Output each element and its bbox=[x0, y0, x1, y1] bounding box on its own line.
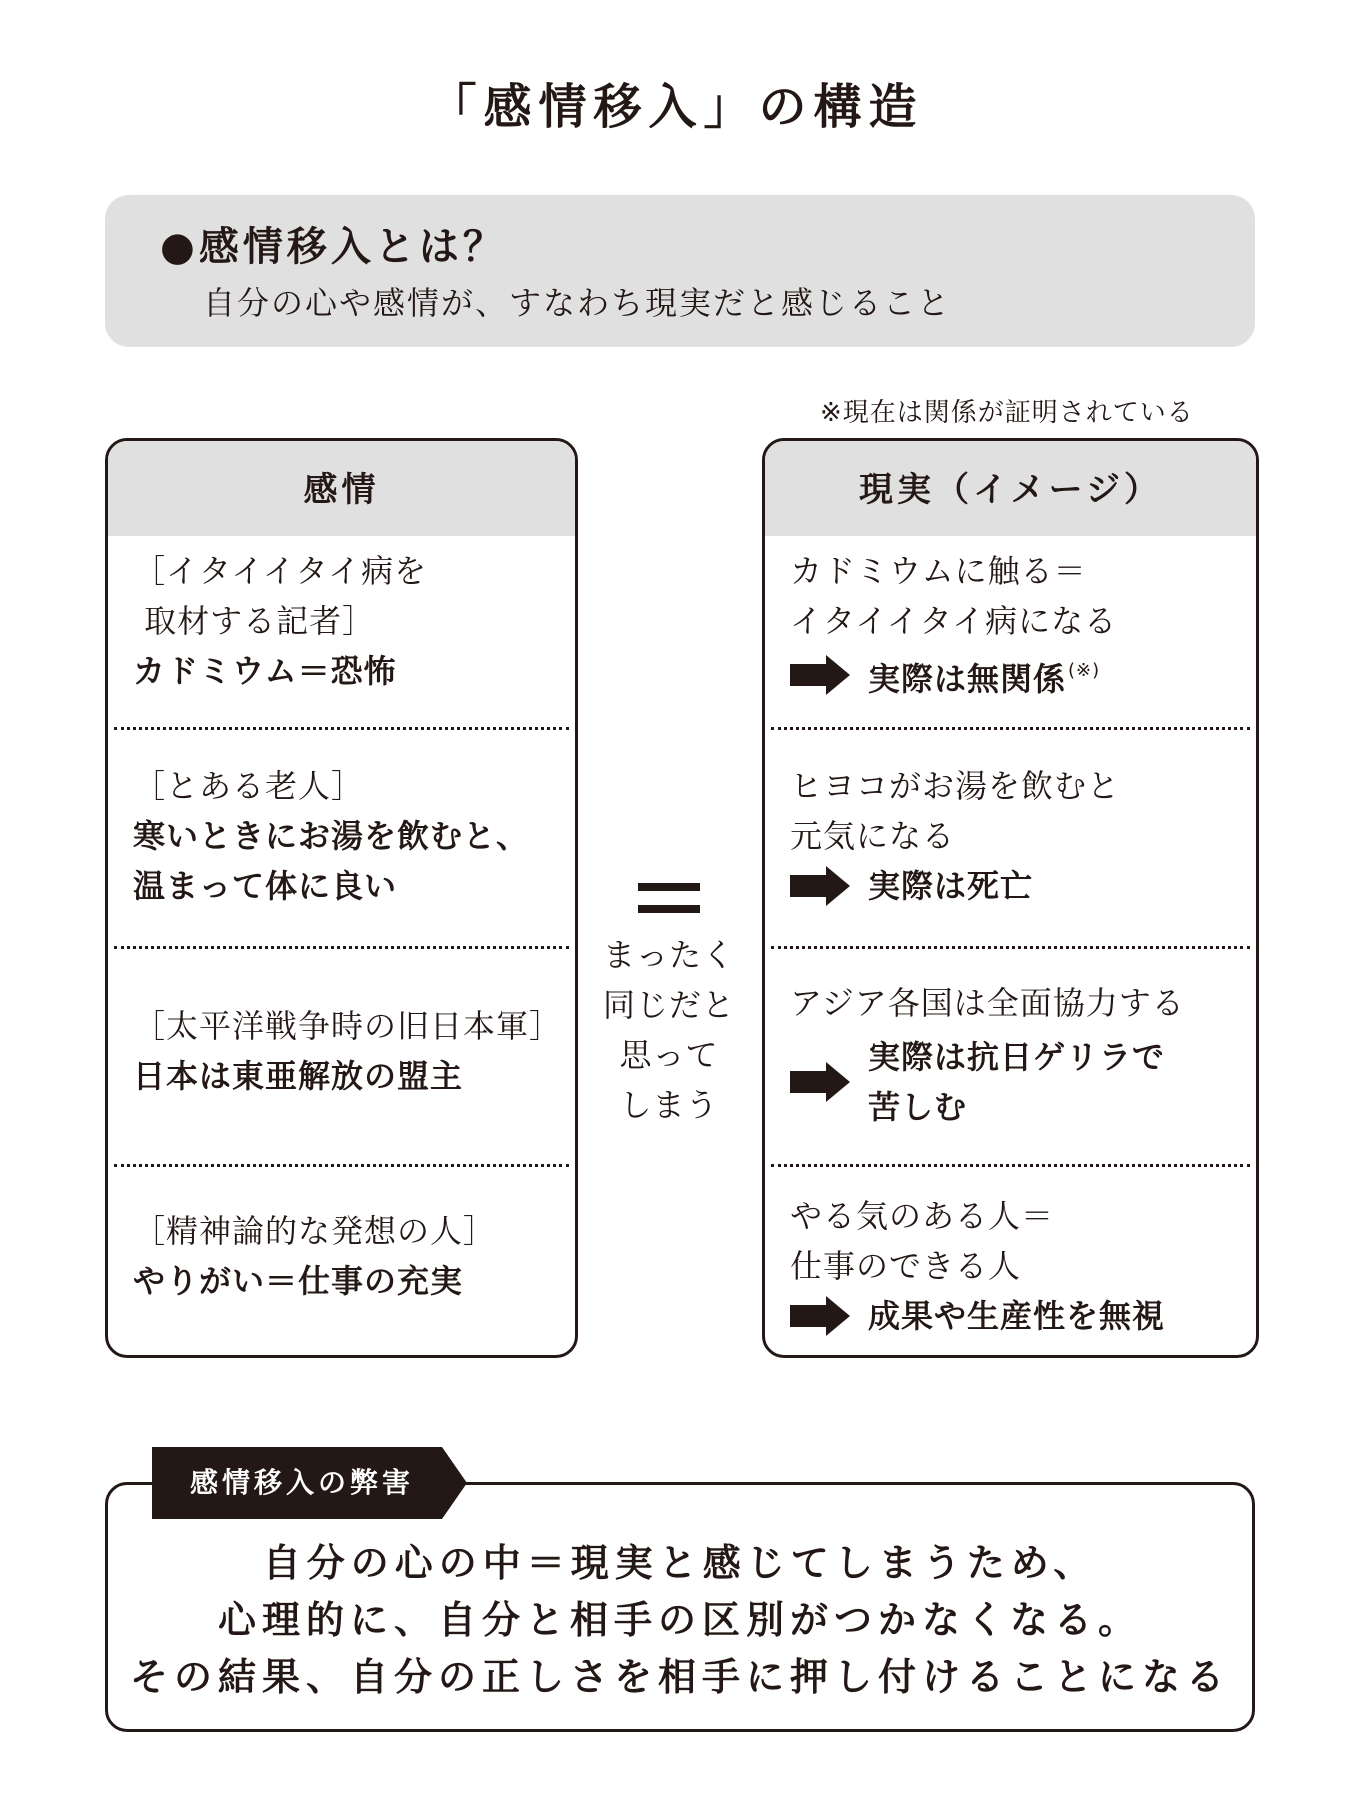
row-divider bbox=[771, 1164, 1250, 1167]
reality-cell-4-line-1: やる気のある人＝ bbox=[790, 1197, 1055, 1235]
row-divider bbox=[771, 946, 1250, 949]
emotion-cell-4 bbox=[108, 1206, 575, 1306]
middle-caption bbox=[598, 930, 740, 1130]
row-divider bbox=[114, 1164, 569, 1167]
reality-cell-3-result bbox=[790, 1032, 1256, 1132]
reality-cell-2-result-text: 実際は死亡 bbox=[868, 867, 1034, 905]
arrow-right-icon bbox=[790, 655, 850, 695]
row-divider bbox=[114, 727, 569, 730]
row-divider bbox=[114, 946, 569, 949]
emotion-cell-3-bold: 日本は東亜解放の盟主 bbox=[133, 1057, 464, 1095]
reality-cell-1-line-2: イタイイタイ病になる bbox=[790, 602, 1118, 640]
emotion-cell-1-line-2: 取材する記者］ bbox=[133, 602, 376, 640]
footnote-top: ※現在は関係が証明されている bbox=[820, 398, 1194, 428]
emotion-cell-1-line-1: ［イタイイタイ病を bbox=[133, 552, 428, 590]
reality-column-header: 現実（イメージ） bbox=[765, 441, 1256, 536]
harm-text-line: その結果、自分の正しさを相手に押し付けることになる bbox=[129, 1655, 1230, 1699]
arrow-right-icon bbox=[790, 1062, 850, 1102]
reality-cell-1-line-1: カドミウムに触る＝ bbox=[790, 552, 1087, 590]
reality-cell-1-result-text: 実際は無関係 (※) bbox=[868, 660, 1101, 698]
emotion-cell-3-line-1: ［太平洋戦争時の旧日本軍］ bbox=[133, 1007, 563, 1045]
emotion-cell-2-bold-1: 寒いときにお湯を飲むと、 bbox=[133, 817, 530, 855]
reality-cell-4-result bbox=[790, 1291, 1256, 1341]
reality-cell-1 bbox=[765, 546, 1256, 704]
emotion-cell-2 bbox=[108, 761, 575, 911]
emotion-cell-2-line-1: ［とある老人］ bbox=[133, 767, 365, 805]
emotion-cell-4-line-1: ［精神論的な発想の人］ bbox=[133, 1212, 497, 1250]
reality-cell-3 bbox=[765, 978, 1256, 1132]
emotion-cell-1 bbox=[108, 546, 575, 696]
reality-cell-4 bbox=[765, 1191, 1256, 1341]
harm-text bbox=[105, 1535, 1255, 1706]
emotion-cell-4-bold: やりがい＝仕事の充実 bbox=[133, 1262, 464, 1300]
reality-cell-2-result bbox=[790, 861, 1256, 911]
emotion-column bbox=[105, 438, 578, 1358]
reality-cell-2 bbox=[765, 761, 1256, 911]
definition-heading: ●感情移入とは？ bbox=[160, 224, 507, 270]
reality-cell-1-result bbox=[790, 646, 1256, 704]
page-title: 「感情移入」の構造 bbox=[428, 79, 924, 135]
middle-caption-line: しまう bbox=[619, 1086, 719, 1124]
harm-text-line: 自分の心の中＝現実と感じてしまうため、 bbox=[262, 1541, 1098, 1585]
middle-caption-line: 同じだと bbox=[602, 986, 735, 1024]
emotion-cell-1-bold: カドミウム＝恐怖 bbox=[133, 652, 397, 690]
reality-cell-3-result-line-2: 苦しむ bbox=[868, 1088, 968, 1126]
reality-cell-3-result-line-1: 実際は抗日ゲリラで bbox=[868, 1038, 1166, 1076]
emotion-cell-3 bbox=[108, 1001, 575, 1101]
emotion-cell-2-bold-2: 温まって体に良い bbox=[133, 867, 398, 905]
arrow-right-icon bbox=[790, 1296, 850, 1336]
reality-cell-3-line-1: アジア各国は全面協力する bbox=[790, 984, 1185, 1022]
footnote-marker: (※) bbox=[1068, 660, 1101, 681]
definition-text: 自分の心や感情が、すなわち現実だと感じること bbox=[203, 284, 952, 322]
equals-symbol bbox=[638, 883, 700, 913]
reality-column bbox=[762, 438, 1259, 1358]
middle-caption-line: まったく bbox=[602, 936, 735, 974]
reality-cell-3-result-text bbox=[868, 1032, 1165, 1132]
reality-cell-2-line-1: ヒヨコがお湯を飲むと bbox=[790, 767, 1121, 805]
reality-cell-4-line-2: 仕事のできる人 bbox=[790, 1247, 1022, 1285]
middle-caption-line: 思って bbox=[619, 1036, 719, 1074]
row-divider bbox=[771, 727, 1250, 730]
reality-cell-4-result-text: 成果や生産性を無視 bbox=[868, 1297, 1166, 1335]
harm-text-line: 心理的に、自分と相手の区別がつかなくなる。 bbox=[217, 1598, 1142, 1642]
arrow-right-icon bbox=[790, 866, 850, 906]
emotion-column-header: 感情 bbox=[108, 441, 575, 536]
reality-cell-2-line-2: 元気になる bbox=[790, 817, 956, 855]
harm-label-text: 感情移入の弊害 bbox=[190, 1466, 415, 1499]
